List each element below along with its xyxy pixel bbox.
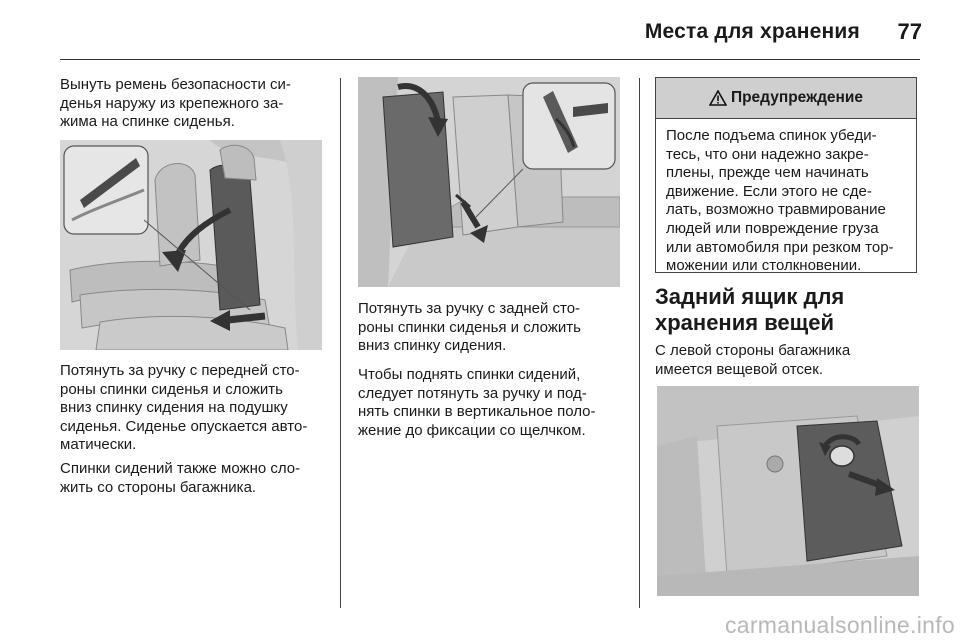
col2-raise-paragraph: Чтобы поднять спинки сидений, следует потянуть за ручку и под- нять спинки в вертикальное поло- жение до фиксации со щелчком. <box>358 366 596 439</box>
column-divider-1 <box>340 78 341 608</box>
warning-triangle-icon <box>709 90 727 106</box>
header-divider <box>60 59 920 60</box>
col2-handle-paragraph: Потянуть за ручку с задней сто- роны спинки сиденья и сложить вниз спинку сидения. <box>358 300 581 355</box>
figure-seat-belt-front-fold <box>60 140 322 350</box>
watermark: carmanualsonline.info <box>724 612 955 638</box>
warning-header <box>656 78 916 119</box>
col1-fold-paragraph: Потянуть за ручку с передней сто- роны спинки сиденья и сложить вниз спинку сидения на подушку сиденья. Сиденье опускается авто- матически. <box>60 362 308 454</box>
figure-rear-seat-handle <box>358 77 620 287</box>
column-divider-2 <box>639 78 640 608</box>
section-heading: Задний ящик для хранения вещей <box>655 284 845 335</box>
warning-text: После подъема спинок убеди- тесь, что они надежно закре- плены, прежде чем начинать движение. Если этого не сде- лать, возможно травмирование людей или повреждение груза или автомобиля при резком тор- можении или столкновении. <box>666 127 894 275</box>
page-number: 77 <box>897 19 922 44</box>
warning-box <box>655 77 917 273</box>
page-header-title: Места для хранения <box>644 20 860 43</box>
warning-title: Предупреждение <box>730 89 864 106</box>
col1-intro-paragraph: Вынуть ремень безопасности си- денья наружу из крепежного за- жима на спинке сиденья. <box>60 76 291 131</box>
figure-rear-storage-compartment <box>657 386 919 596</box>
col1-trunk-paragraph: Спинки сидений также можно сло- жить со стороны багажника. <box>60 460 301 496</box>
section-paragraph: С левой стороны багажника имеется вещевой отсек. <box>655 342 851 378</box>
